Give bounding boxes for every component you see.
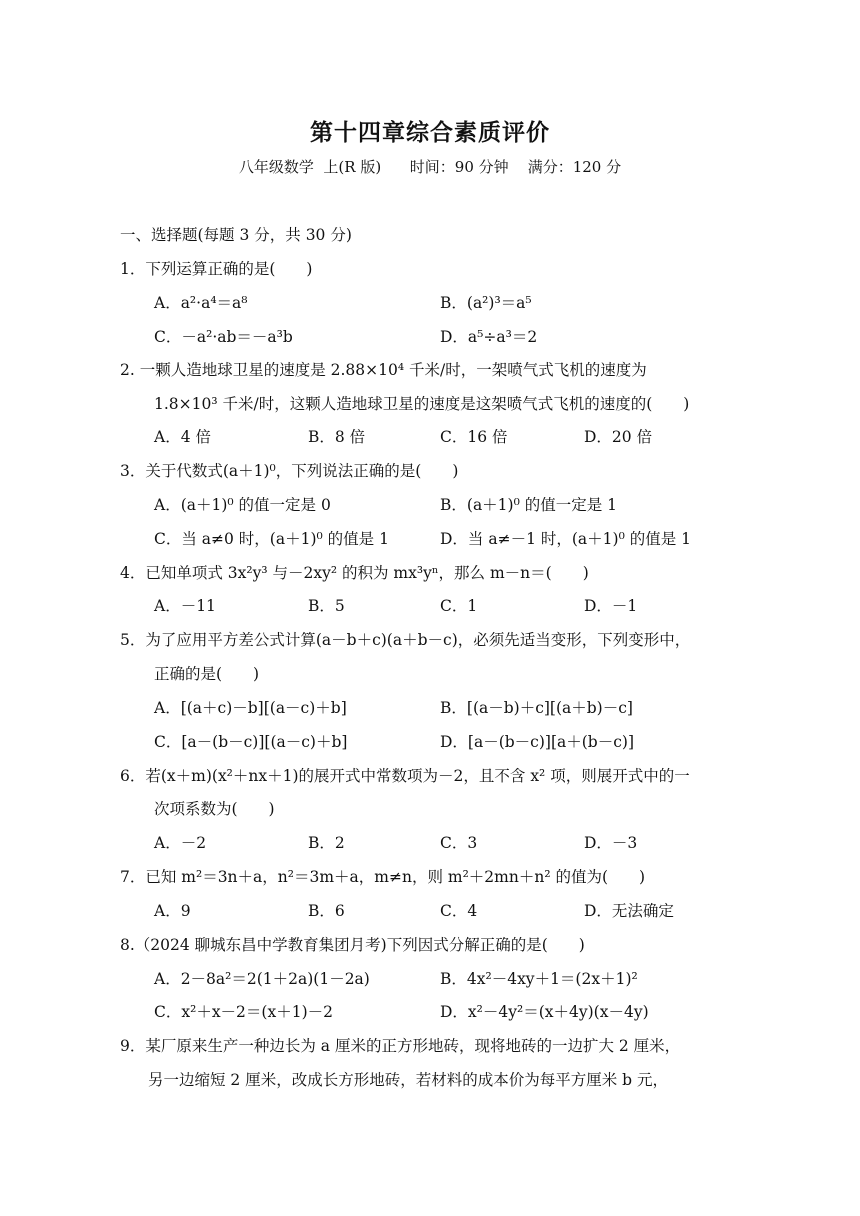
question-stem-continued: 另一边缩短 2 厘米，改成长方形地砖，若材料的成本价为每平方厘米 b 元， [148, 1071, 668, 1089]
question-stem: 1．下列运算正确的是( ) [120, 260, 313, 278]
option-a: A．a²·a⁴＝a⁸ [154, 294, 248, 312]
option-b: B．8 倍 [308, 428, 366, 446]
option-d: D．[a－(b－c)][a＋(b－c)] [440, 733, 634, 751]
option-b: B．6 [308, 902, 345, 920]
option-c: C．[a－(b－c)][(a－c)＋b] [154, 733, 348, 751]
question-stem: 8.（2024 聊城东昌中学教育集团月考)下列因式分解正确的是( ) [120, 936, 585, 954]
option-d: D．当 a≠－1 时，(a＋1)⁰ 的值是 1 [440, 530, 691, 548]
question-stem: 5．为了应用平方差公式计算(a－b＋c)(a＋b－c)，必须先适当变形，下列变形中， [120, 631, 691, 649]
option-a: A．2－8a²＝2(1＋2a)(1－2a) [154, 970, 370, 988]
option-a: A．[(a＋c)－b][(a－c)＋b] [154, 699, 347, 717]
exam-info: 八年级数学 上(R 版) 时间：90 分钟 满分：120 分 [238, 158, 622, 176]
option-d: D．20 倍 [584, 428, 653, 446]
option-b: B．(a＋1)⁰ 的值一定是 1 [440, 496, 618, 514]
option-b: B．(a²)³＝a⁵ [440, 294, 532, 312]
option-d: D．－1 [584, 597, 638, 615]
option-c: C．4 [440, 902, 478, 920]
option-a: A．4 倍 [154, 428, 211, 446]
question-stem: 2. 一颗人造地球卫星的速度是 2.88×10⁴ 千米/时，一架喷气式飞机的速度为 [120, 361, 647, 379]
question-stem: 4．已知单项式 3x²y³ 与－2xy² 的积为 mx³yⁿ，那么 m－n＝( ) [120, 564, 589, 582]
option-d: D．a⁵÷a³＝2 [440, 328, 538, 346]
question-stem: 7．已知 m²＝3n＋a，n²＝3m＋a，m≠n，则 m²＋2mn＋n² 的值为( ) [120, 868, 646, 886]
option-d: D．x²－4y²＝(x＋4y)(x－4y) [440, 1003, 649, 1021]
option-d: D．－3 [584, 834, 638, 852]
option-d: D．无法确定 [584, 902, 674, 920]
question-stem-continued: 正确的是( ) [154, 665, 260, 683]
option-b: B．[(a－b)＋c][(a＋b)－c] [440, 699, 633, 717]
option-c: C．x²＋x－2＝(x＋1)－2 [154, 1003, 333, 1021]
option-a: A．－11 [154, 597, 216, 615]
option-c: C．16 倍 [440, 428, 508, 446]
question-stem: 9．某厂原来生产一种边长为 a 厘米的正方形地砖，现将地砖的一边扩大 2 厘米， [120, 1037, 681, 1055]
option-b: B．2 [308, 834, 345, 852]
section-heading: 一、选择题(每题 3 分，共 30 分) [120, 226, 352, 244]
option-c: C．3 [440, 834, 478, 852]
option-a: A．9 [154, 902, 191, 920]
page-title: 第十四章综合素质评价 [310, 120, 550, 146]
option-c: C．当 a≠0 时，(a＋1)⁰ 的值是 1 [154, 530, 389, 548]
question-stem: 3．关于代数式(a＋1)⁰，下列说法正确的是( ) [120, 462, 459, 480]
option-c: C．－a²·ab＝－a³b [154, 328, 293, 346]
question-stem-continued: 1.8×10³ 千米/时，这颗人造地球卫星的速度是这架喷气式飞机的速度的( ) [154, 395, 690, 413]
option-a: A．(a＋1)⁰ 的值一定是 0 [154, 496, 331, 514]
option-c: C．1 [440, 597, 478, 615]
option-a: A．－2 [154, 834, 207, 852]
question-stem-continued: 次项系数为( ) [154, 800, 275, 818]
option-b: B．5 [308, 597, 345, 615]
question-stem: 6．若(x＋m)(x²＋nx＋1)的展开式中常数项为－2，且不含 x² 项，则展开式中的一 [120, 767, 690, 785]
option-b: B．4x²－4xy＋1＝(2x＋1)² [440, 970, 638, 988]
